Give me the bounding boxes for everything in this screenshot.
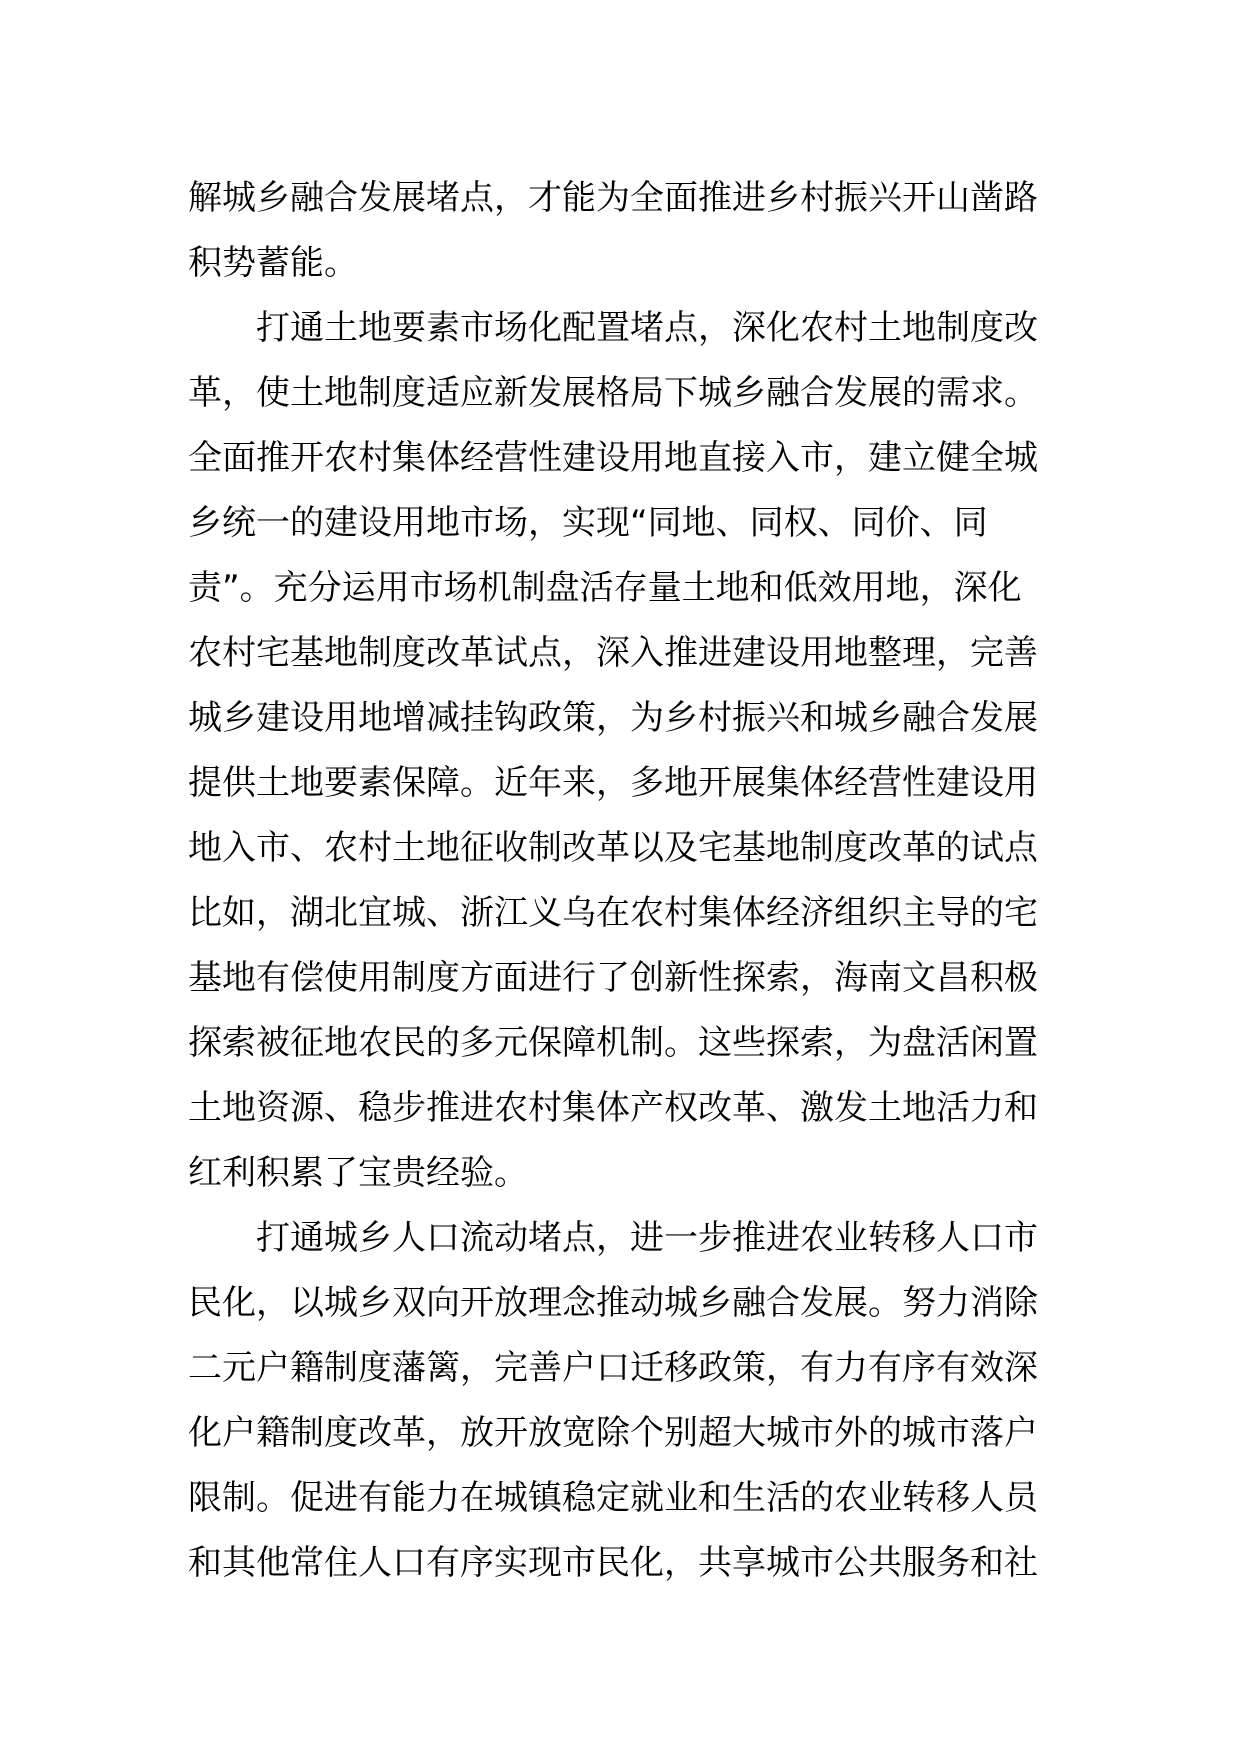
- paragraph: [188, 296, 1052, 1206]
- text-line: 打通城乡人口流动堵点，进一步推进农业转移人口市: [256, 1218, 1038, 1258]
- text-line: 民化，以城乡双向开放理念推动城乡融合发展。努力消除: [188, 1283, 1038, 1323]
- paragraph: [188, 1206, 1052, 1596]
- text-line: 二元户籍制度藩篱，完善户口迁移政策，有力有序有效深: [188, 1348, 1038, 1388]
- text-line: 农村宅基地制度改革试点，深入推进建设用地整理，完善: [188, 633, 1038, 673]
- paragraph: [188, 166, 1052, 296]
- text-line: 比如，湖北宜城、浙江义乌在农村集体经济组织主导的宅: [188, 893, 1038, 933]
- text-line: 积势蓄能。: [188, 243, 358, 283]
- document-body: [188, 166, 1052, 1596]
- text-line: 城乡建设用地增减挂钩政策，为乡村振兴和城乡融合发展: [188, 698, 1038, 738]
- text-line: 全面推开农村集体经营性建设用地直接入市，建立健全城: [188, 438, 1038, 478]
- text-line: 化户籍制度改革，放开放宽除个别超大城市外的城市落户: [188, 1413, 1038, 1453]
- text-line: 责”。充分运用市场机制盘活存量土地和低效用地，深化: [188, 568, 1022, 608]
- text-line: 革，使土地制度适应新发展格局下城乡融合发展的需求。: [188, 373, 1038, 413]
- text-line: 地入市、农村土地征收制改革以及宅基地制度改革的试点: [188, 828, 1038, 868]
- text-line: 土地资源、稳步推进农村集体产权改革、激发土地活力和: [188, 1088, 1038, 1128]
- text-line: 乡统一的建设用地市场，实现“同地、同权、同价、同: [188, 503, 988, 543]
- text-line: 探索被征地农民的多元保障机制。这些探索，为盘活闲置: [188, 1023, 1038, 1063]
- text-line: 提供土地要素保障。近年来，多地开展集体经营性建设用: [188, 763, 1038, 803]
- text-line: 限制。促进有能力在城镇稳定就业和生活的农业转移人员: [188, 1478, 1038, 1518]
- text-line: 打通土地要素市场化配置堵点，深化农村土地制度改: [256, 308, 1038, 348]
- text-line: 解城乡融合发展堵点，才能为全面推进乡村振兴开山凿路: [188, 178, 1038, 218]
- text-line: 基地有偿使用制度方面进行了创新性探索，海南文昌积极: [188, 958, 1038, 998]
- text-line: 和其他常住人口有序实现市民化，共享城市公共服务和社: [188, 1543, 1038, 1583]
- text-line: 红利积累了宝贵经验。: [188, 1153, 528, 1193]
